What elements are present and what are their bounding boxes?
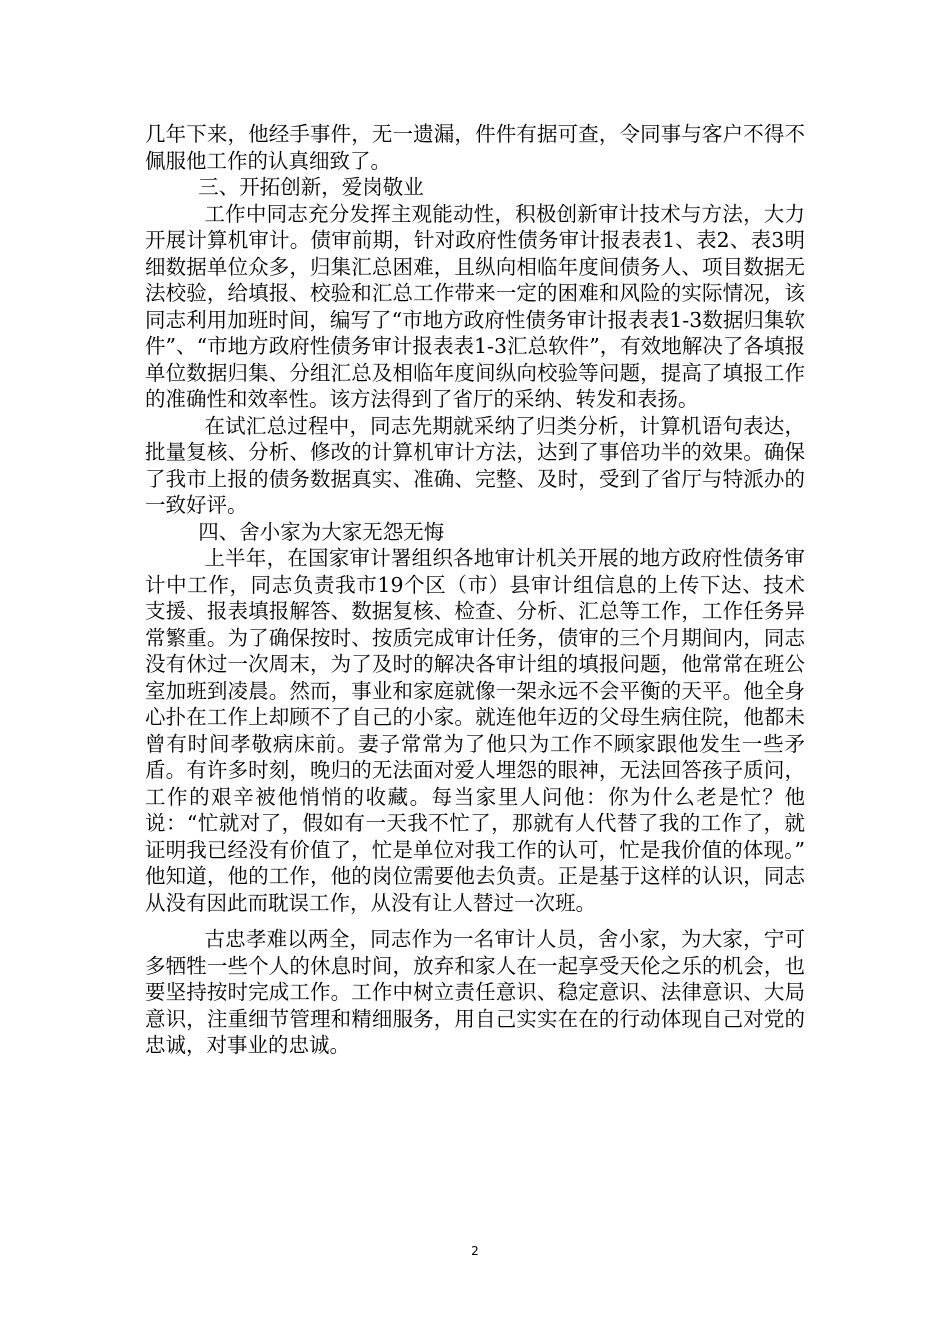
section-heading-4: 四、舍小家为大家无怨无悔 [198, 519, 445, 544]
paragraph-innovation: 工作中同志充分发挥主观能动性，积极创新审计技术与方法，大力开展计算机审计。债审前期，针对政府性债务审计报表表1、表2、表3明细数据单位众多，归集汇总困难，且纵向相临年度间债务人、项目数据无法校验，给填报、校验和汇总工作带来一定的困难和风险的实际情况，该同志利用加班时间，编写了“市地方政府性债务审计报表表1-3数据归集软件”、“市地方政府性债务审计报表表1-3汇总软件”，有效地解决了各填报单位数据归集、分组汇总及相临年度间纵向校验等问题，提高了填报工作的准确性和效率性。该方法得到了省厅的采纳、转发和表扬。 [145, 201, 805, 411]
paragraph-continuation: 几年下来，他经手事件，无一遗漏，件件有据可查，令同事与客户不得不佩服他工作的认真细致了。 [145, 122, 805, 173]
paragraph-trial-summary: 在试汇总过程中，同志先期就采纳了归类分析，计算机语句表达，批量复核、分析、修改的计算机审计方法，达到了事倍功半的效果。确保了我市上报的债务数据真实、准确、完整、及时，受到了省厅与特派办的一致好评。 [145, 413, 805, 517]
paragraph-dedication: 上半年，在国家审计署组织各地审计机关开展的地方政府性债务审计中工作，同志负责我市19个区（市）县审计组信息的上传下达、技术支援、报表填报解答、数据复核、检查、分析、汇总等工作，工作任务异常繁重。为了确保按时、按质完成审计任务，债审的三个月期间内，同志没有休过一次周末，为了及时的解决各审计组的填报问题，他常常在班公室加班到凌晨。然而，事业和家庭就像一架永远不会平衡的天平。他全身心扑在工作上却顾不了自己的小家。就连他年迈的父母生病住院，他都未曾有时间孝敬病床前。妻子常常为了他只为工作不顾家跟他发生一些矛盾。有许多时刻，晚归的无法面对爱人埋怨的眼神，无法回答孩子质问，工作的艰辛被他悄悄的收藏。每当家里人问他：你为什么老是忙？他说：“忙就对了，假如有一天我不忙了，那就有人代替了我的工作了，就证明我已经没有价值了，忙是单位对我工作的认可，忙是我价值的体现。” 他知道，他的工作，他的岗位需要他去负责。正是基于这样的认识，同志从没有因此而耽误工作，从没有让人替过一次班。 [145, 546, 805, 915]
paragraph-conclusion: 古忠孝难以两全，同志作为一名审计人员，舍小家，为大家，宁可多牺牲一些个人的休息时间，放弃和家人在一起享受天伦之乐的机会，也要坚持按时完成工作。工作中树立责任意识、稳定意识、法律意识、大局意识，注重细节管理和精细服务，用自己实实在在的行动体现自己对党的忠诚，对事业的忠诚。 [145, 927, 805, 1057]
document-body [145, 121, 805, 1059]
page-number: 2 [471, 1244, 479, 1258]
section-heading-3: 三、开拓创新，爱岗敬业 [198, 175, 424, 199]
